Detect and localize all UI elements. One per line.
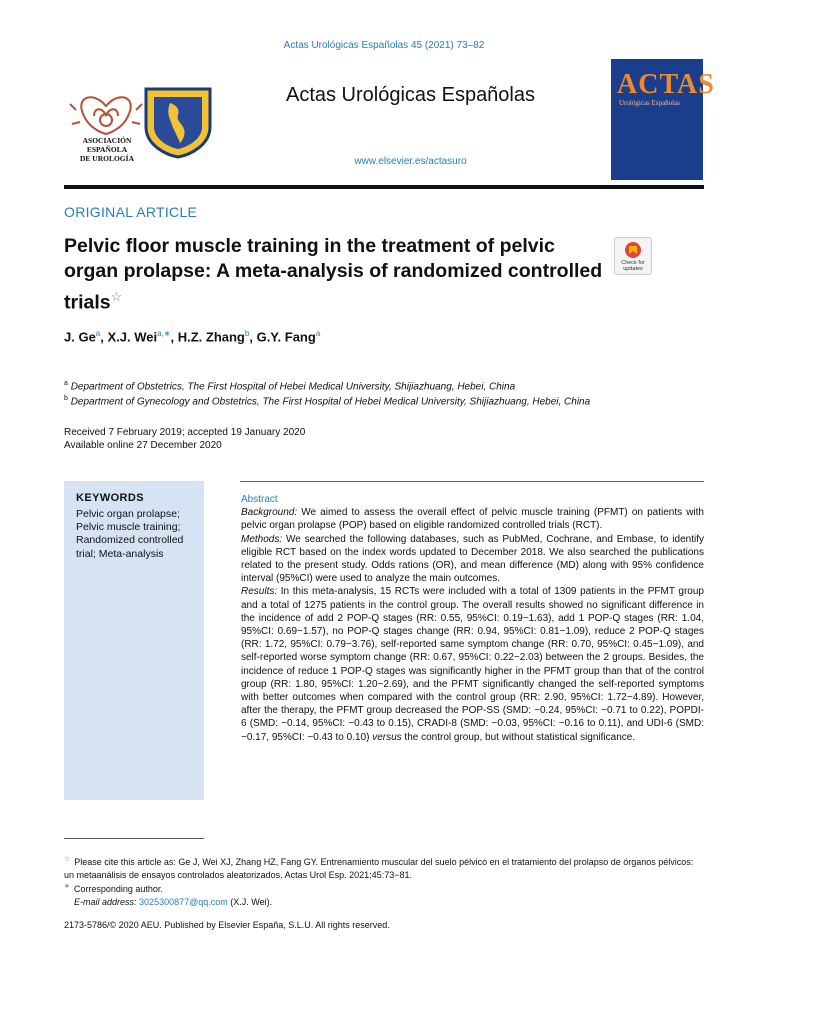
header-rule xyxy=(64,185,704,189)
author-separator: , xyxy=(170,329,178,345)
footnote-rule xyxy=(64,838,204,839)
article-title-text: Pelvic floor muscle training in the treatment of pelvic organ prolapse: A meta-analysis of randomized controlled trials xyxy=(64,235,603,314)
abstract-methods xyxy=(241,533,704,586)
abstract-rule xyxy=(240,481,704,482)
email-footnote xyxy=(64,896,704,909)
author-separator: , xyxy=(100,329,108,345)
citation-footnote-text: Please cite this article as: Ge J, Wei XJ, Zhang HZ, Fang GY. Entrenamiento muscular del suelo pélvico en el tratamiento del prolapso de órganos pélvicos: un metaanálisis de ensayos controlados aleatorizados. Actas Urol Esp. 2021;45:73−81. xyxy=(64,857,694,880)
email-suffix: (X.J. Wei). xyxy=(227,896,273,907)
abstract-methods-label: Methods: xyxy=(241,533,283,545)
abstract-results-text: In this meta-analysis, 15 RCTs were included with a total of 1309 patients in the PFMT group and a total of 1275 patients in the control group. The overall results showed no significant difference in the incidence of add 2 POP-Q stages (RR: 0.55, 95%CI: 0.19−1.63), add 1 POP-Q stages (RR: 1.04, 95%CI: 0.69−1.57), no POP-Q stages change (RR: 0.94, 95%CI: 0.81−1.09), reduce 2 POP-Q stages (RR: 1.72, 95%CI: 0.79−3.76), self-reported same symptom change (RR: 0.70, 95%CI: 0.45−1.09), and self-reported worse symptom change (RR: 0.67, 95%CI: 0.22−2.03) between the 2 groups. Besides, the incidence of reduce 1 POP-Q stages was significantly higher in the PFMT group than that of the control group (RR: 1.80, 95%CI: 1.20−2.69), and the PFMT significantly changed the self-reported symptoms with better outcomes when compared with the control group (RR: 2.90, 95%CI: 1.72−4.89). However, after the therapy, the PFMT group decreased the POP-SS (SMD: −0.24, 95%CI: −0.71 to 0.22), POPDI-6 (SMD: −0.14, 95%CI: −0.43 to 0.15), CRADI-8 (SMD: −0.03, 95%CI: −0.16 to 0.11), and UDI-6 (SMD: −0.17, 95%CI: −0.43 to 0.10) xyxy=(241,586,704,743)
crossmark-icon xyxy=(624,241,642,259)
keywords-list: Pelvic organ prolapse; Pelvic muscle training; Randomized controlled trial; Meta-analysis xyxy=(76,508,184,560)
abstract-methods-text: We searched the following databases, such as PubMed, Cochrane, and Embase, to identify eligible RCT based on the index words updated to December 2018. We also searched the publications related to the present study. Odds rations (OR), and mean difference (MD) along with 95% confidence interval (95%CI) were used to analyze the main outcomes. xyxy=(241,533,704,585)
corresponding-author-mark: ∗ xyxy=(64,883,70,890)
abstract-background xyxy=(241,506,704,532)
check-for-updates-button[interactable] xyxy=(614,237,652,275)
abstract-results-label: Results: xyxy=(241,586,278,598)
email-label: E-mail address: xyxy=(74,896,137,907)
author-name: J. Ge xyxy=(64,329,96,345)
association-name-line1: ASOCIACIÓN ESPAÑOLA xyxy=(82,136,132,154)
affiliation-a xyxy=(64,380,515,392)
journal-url-link[interactable]: www.elsevier.es/actasuro xyxy=(354,156,467,167)
corresponding-author-footnote xyxy=(64,881,704,896)
title-footnote-star[interactable]: ☆ xyxy=(110,289,123,304)
received-date: Received 7 February 2019; accepted 19 January 2020 xyxy=(64,427,306,438)
abstract-results-versus: versus xyxy=(372,731,402,743)
association-name-line2: DE UROLOGÍA xyxy=(80,154,134,163)
abstract-background-text: We aimed to assess the overall effect of pelvic muscle training (PFMT) on patients with pelvic organ prolapse (POP) based on eligible randomized controlled trials (RCT). xyxy=(241,507,704,532)
corresponding-author-text: Corresponding author. xyxy=(73,884,163,894)
abstract-background-label: Background: xyxy=(241,507,298,519)
abstract-results-end: the control group, but without statistical significance. xyxy=(401,731,636,743)
article-type-label: ORIGINAL ARTICLE xyxy=(64,204,198,220)
available-date: Available online 27 December 2020 xyxy=(64,440,222,451)
email-link[interactable]: 3025300877@qq.com xyxy=(139,896,228,907)
affiliation-b xyxy=(64,395,590,407)
abstract-section xyxy=(241,493,704,744)
affiliation-marker: a xyxy=(64,380,68,387)
author-name: H.Z. Zhang xyxy=(177,329,245,345)
cover-subtitle: Urológicas Españolas xyxy=(619,99,680,107)
author-affiliation-marker[interactable]: b xyxy=(244,329,250,338)
footnotes xyxy=(64,854,704,908)
abstract-heading: Abstract xyxy=(241,494,278,505)
article-dates xyxy=(64,426,305,452)
author-affiliation-marker[interactable]: a xyxy=(315,329,321,338)
check-for-updates-label: Check for updates xyxy=(621,260,645,272)
author-list xyxy=(64,329,320,344)
affiliation-text: Department of Obstetrics, The First Hospital of Hebei Medical University, Shijiazhuang, Hebei, China xyxy=(70,381,516,393)
citation-footnote xyxy=(64,854,704,881)
keywords-heading: KEYWORDS xyxy=(76,492,144,504)
journal-title: Actas Urológicas Españolas xyxy=(285,84,535,106)
citation-footnote-mark: ☆ xyxy=(64,856,71,863)
journal-citation: Actas Urológicas Españolas 45 (2021) 73–82 xyxy=(283,40,485,51)
author-name: X.J. Wei xyxy=(107,329,158,345)
affiliation-marker: b xyxy=(64,395,68,402)
copyright-notice: 2173-5786/© 2020 AEU. Published by Elsevier España, S.L.U. All rights reserved. xyxy=(64,920,390,930)
article-title xyxy=(64,234,604,316)
author-separator: , xyxy=(249,329,257,345)
author-affiliation-marker[interactable]: a xyxy=(95,329,101,338)
cover-acronym: ACTAS xyxy=(617,69,715,100)
journal-cover-thumbnail[interactable] xyxy=(611,59,715,180)
affiliation-text: Department of Gynecology and Obstetrics, The First Hospital of Hebei Medical University, Shijiazhuang, Hebei, China xyxy=(70,396,591,408)
author-name: G.Y. Fang xyxy=(256,329,316,345)
author-affiliation-marker[interactable]: a,∗ xyxy=(157,329,171,338)
keywords-panel xyxy=(64,481,204,800)
abstract-results xyxy=(241,585,704,743)
